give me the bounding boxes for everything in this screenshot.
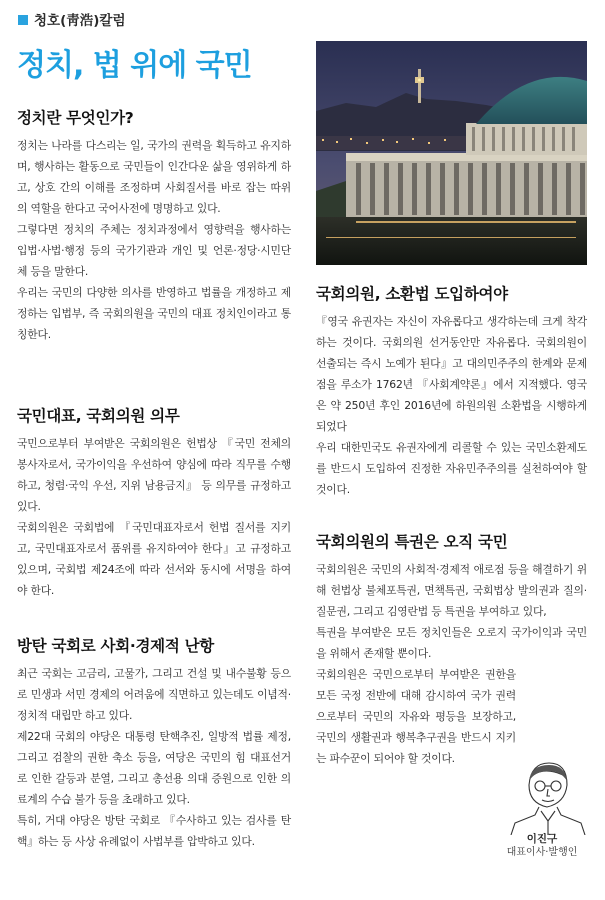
section-what-is-politics — [17, 106, 291, 345]
section-heading: 정치란 무엇인가? — [17, 109, 134, 127]
section-heading: 국회의원, 소환법 도입하여야 — [316, 285, 508, 303]
column-tag — [18, 9, 126, 29]
section-heading: 국회의원의 특권은 오직 국민 — [316, 533, 508, 551]
paragraph: 국민으로부터 부여받은 국회의원은 헌법상 『국민 전체의 봉사자로서, 국가이익을 우선하여 양심에 따라 직무를 수행하고, 청렴·국익 우선, 지위 남용금지』 등 의무를 규정하고 있다. — [17, 437, 291, 513]
column-tag-label: 청호(靑浩)칼럼 — [34, 13, 126, 29]
author-byline — [490, 832, 594, 860]
section-bulletproof-assembly — [17, 634, 291, 852]
paragraph: 우리는 국민의 다양한 의사를 반영하고 법률을 개정하고 제정하는 입법부, 즉 국회의원을 국민의 대표 정치인이라고 통칭한다. — [17, 286, 291, 341]
paragraph: 국회의원은 국민의 사회적·경제적 애로점 등을 해결하기 위해 헌법상 불체포특권, 면책특권, 국회법상 발의권과 질의·질문권, 그리고 김영란법 등 특권을 부여하고 있다, — [316, 563, 587, 618]
author-name: 이진구 — [526, 833, 558, 845]
paragraph: 최근 국회는 고금리, 고물가, 그리고 건설 및 내수불황 등으로 민생과 서민 경제의 어려움에 직면하고 있는데도 이념적·정치적 대립만 하고 있다. — [17, 667, 291, 722]
paragraph: 특히, 거대 야당은 방탄 국회로 『수사하고 있는 검사를 탄핵』하는 등 사상 유례없이 사법부를 압박하고 있다. — [17, 814, 291, 848]
paragraph: 정치는 나라를 다스리는 일, 국가의 권력을 획득하고 유지하며, 행사하는 활동으로 국민들이 인간다운 삶을 영위하게 하고, 상호 간의 이해를 조정하며 사회질서를 바로 잡는 따위의 역할을 한다고 국어사전에 명명하고 있다. — [17, 139, 291, 215]
section-representative-duty — [17, 404, 291, 601]
paragraph: 특권을 부여받은 모든 정치인들은 오로지 국가이익과 국민을 위해서 존재할 뿐이다. — [316, 626, 587, 660]
national-assembly-photo — [316, 41, 587, 265]
paragraph: 그렇다면 정치의 주체는 정치과정에서 영향력을 행사하는 입법·사법·행정 등의 국가기관과 개인 및 언론·정당·시민단체 등을 말한다. — [17, 223, 291, 278]
author-portrait — [505, 755, 589, 835]
paragraph: 제22대 국회의 야당은 대통령 탄핵추진, 일방적 법률 제정, 그리고 검찰의 권한 축소 등을, 여당은 국민의 힘 대표선거로 인한 갈등과 분열, 그리고 총선용 의대 증원으로 인한 의료계의 수습 불가 등을 초래하고 있다. — [17, 730, 291, 806]
section-heading: 방탄 국회로 사회·경제적 난항 — [17, 637, 214, 655]
paragraph: 국회의원은 국민으로부터 부여받은 권한을 모든 국정 전반에 대해 감시하여 국가 권력으로부터 국민의 자유와 평등을 보장하고, 국민의 생활권과 행복추구권을 반드시 지키는 파수꾼이 되어야 할 것이다. — [316, 668, 516, 765]
section-recall-law — [316, 282, 587, 500]
paragraph: 국회의원은 국회법에 『국민대표자로서 헌법 질서를 지키고, 국민대표자로서 품위를 유지하여야 한다』고 규정하고 있으며, 국회법 제24조에 따라 선서와 동시에 서명을 하여야 한다. — [17, 521, 291, 597]
section-heading: 국민대표, 국회의원 의무 — [17, 407, 180, 425]
section-privilege-people — [316, 530, 587, 769]
article-title: 정치, 법 위에 국민 — [17, 48, 252, 83]
paragraph: 우리 대한민국도 유권자에게 리콜할 수 있는 국민소환제도를 반드시 도입하여 진정한 자유민주주의를 실천하여야 할 것이다. — [316, 441, 587, 496]
author-role: 대표이사·발행인 — [506, 847, 578, 858]
tag-square-icon — [18, 15, 28, 25]
paragraph: 『영국 유권자는 자신이 자유롭다고 생각하는데 크게 착각하는 것이다. 국회의원 선거동안만 자유롭다. 국회의원이 선출되는 즉시 노예가 된다』고 대의민주주의 한계와 문제점을 루소가 1762년 『사회계약론』에서 지적했다. 영국은 약 250년 후인 2016년에 하원의원 소환법을 시행하게 되었다 — [316, 315, 587, 433]
